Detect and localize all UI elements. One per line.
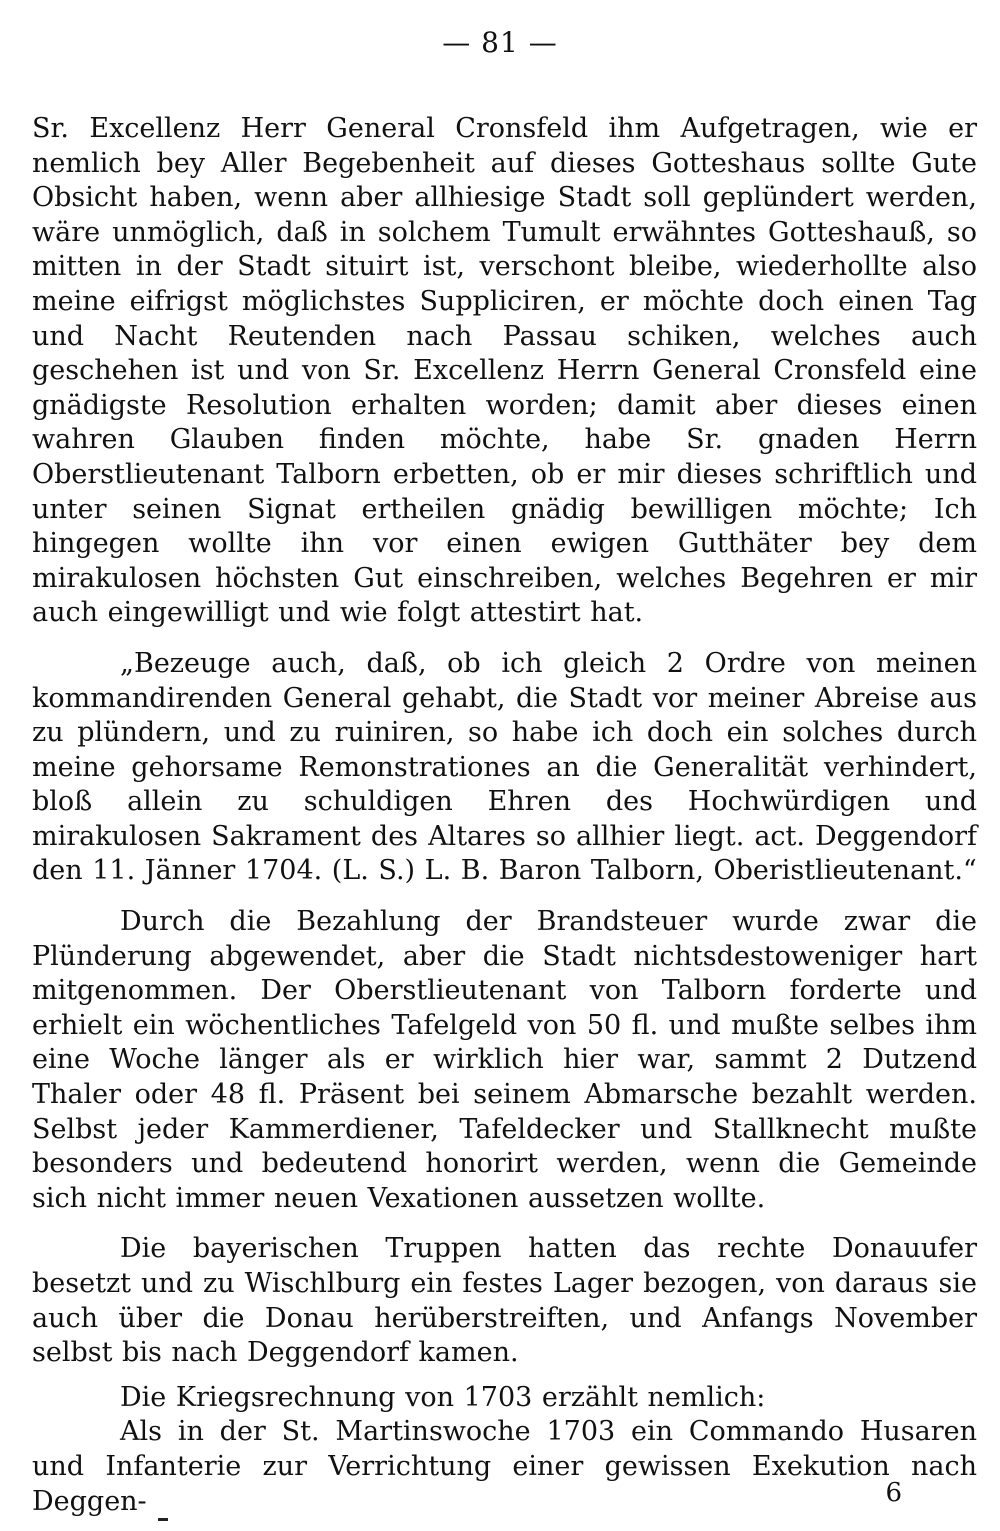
paragraph-2-quote: „Bezeuge auch, daß, ob ich gleich 2 Ordre von meinen kommandirenden General gehabt, die Stadt vor meiner Abreise aus zu plündern, und zu ruiniren, so habe ich doch ein solches durch meine gehorsame Remonstrationes an die Generalität verhindert, bloß allein zu schuldigen Ehren des Hochwürdigen und mirakulosen Sakrament des Altares so allhier liegt. act. Deggendorf den 11. Jänner 1704. (L. S.) L. B. Baron Talborn, Oberistlieutenant.“	[32, 647, 977, 887]
paragraph-1: Sr. Excellenz Herr General Cronsfeld ihm Aufgetragen, wie er nemlich bey Aller Begebenheit auf dieses Gotteshaus sollte Gute Obsicht haben, wenn aber allhiesige Stadt soll geplündert werden, wäre unmöglich, daß in solchem Tumult erwähntes Gotteshauß, so mitten in der Stadt situirt ist, verschont bleibe, wiederhollte also meine eifrigst möglichstes Suppliciren, er möchte doch einen Tag und Nacht Reutenden nach Passau schiken, welches auch geschehen ist und von Sr. Excellenz Herrn General Cronsfeld eine gnädigste Resolution erhalten worden; damit aber dieses einen wahren Glauben finden möchte, habe Sr. gnaden Herrn Oberstlieutenant Talborn erbetten, ob er mir dieses schriftlich und unter seinen Signat ertheilen gnädig bewilligen möchte; Ich hingegen wollte ihn vor einen ewigen Gutthäter bey dem mirakulosen höchsten Gut einschreiben, welches Begehren er mir auch eingewilligt und wie folgt attestirt hat.	[32, 113, 977, 629]
paragraph-3: Durch die Bezahlung der Brandsteuer wurde zwar die Plünderung abgewendet, aber die Stadt nichtsdestoweniger hart mitgenommen. Der Oberstlieutenant von Talborn forderte und erhielt ein wöchentliches Tafelgeld von 50 fl. und mußte selbes ihm eine Woche länger als er wirklich hier war, sammt 2 Dutzend Thaler oder 48 fl. Präsent bei seinem Abmarsche bezahlt werden. Selbst jeder Kammerdiener, Tafeldecker und Stallknecht mußte besonders und bedeutend honorirt werden, wenn die Gemeinde sich nicht immer neuen Vexationen aussetzen wollte.	[32, 906, 977, 1214]
paragraph-5: Die Kriegsrechnung von 1703 erzählt nemlich:	[120, 1381, 766, 1413]
sheet-signature: 6	[885, 1478, 902, 1508]
paragraph-4: Die bayerischen Truppen hatten das rechte Donauufer besetzt und zu Wischlburg ein festes Lager bezogen, von daraus sie auch über die Donau herüberstreiften, und Anfangs November selbst bis nach Deggendorf kamen.	[32, 1233, 977, 1369]
print-mark	[158, 1518, 168, 1521]
page-number: — 81 —	[442, 26, 558, 59]
paragraph-6: Als in der St. Martinswoche 1703 ein Commando Husaren und Infanterie zur Verrichtung einer gewissen Exekution nach Deggen-	[32, 1416, 977, 1517]
body-text	[32, 112, 977, 1519]
